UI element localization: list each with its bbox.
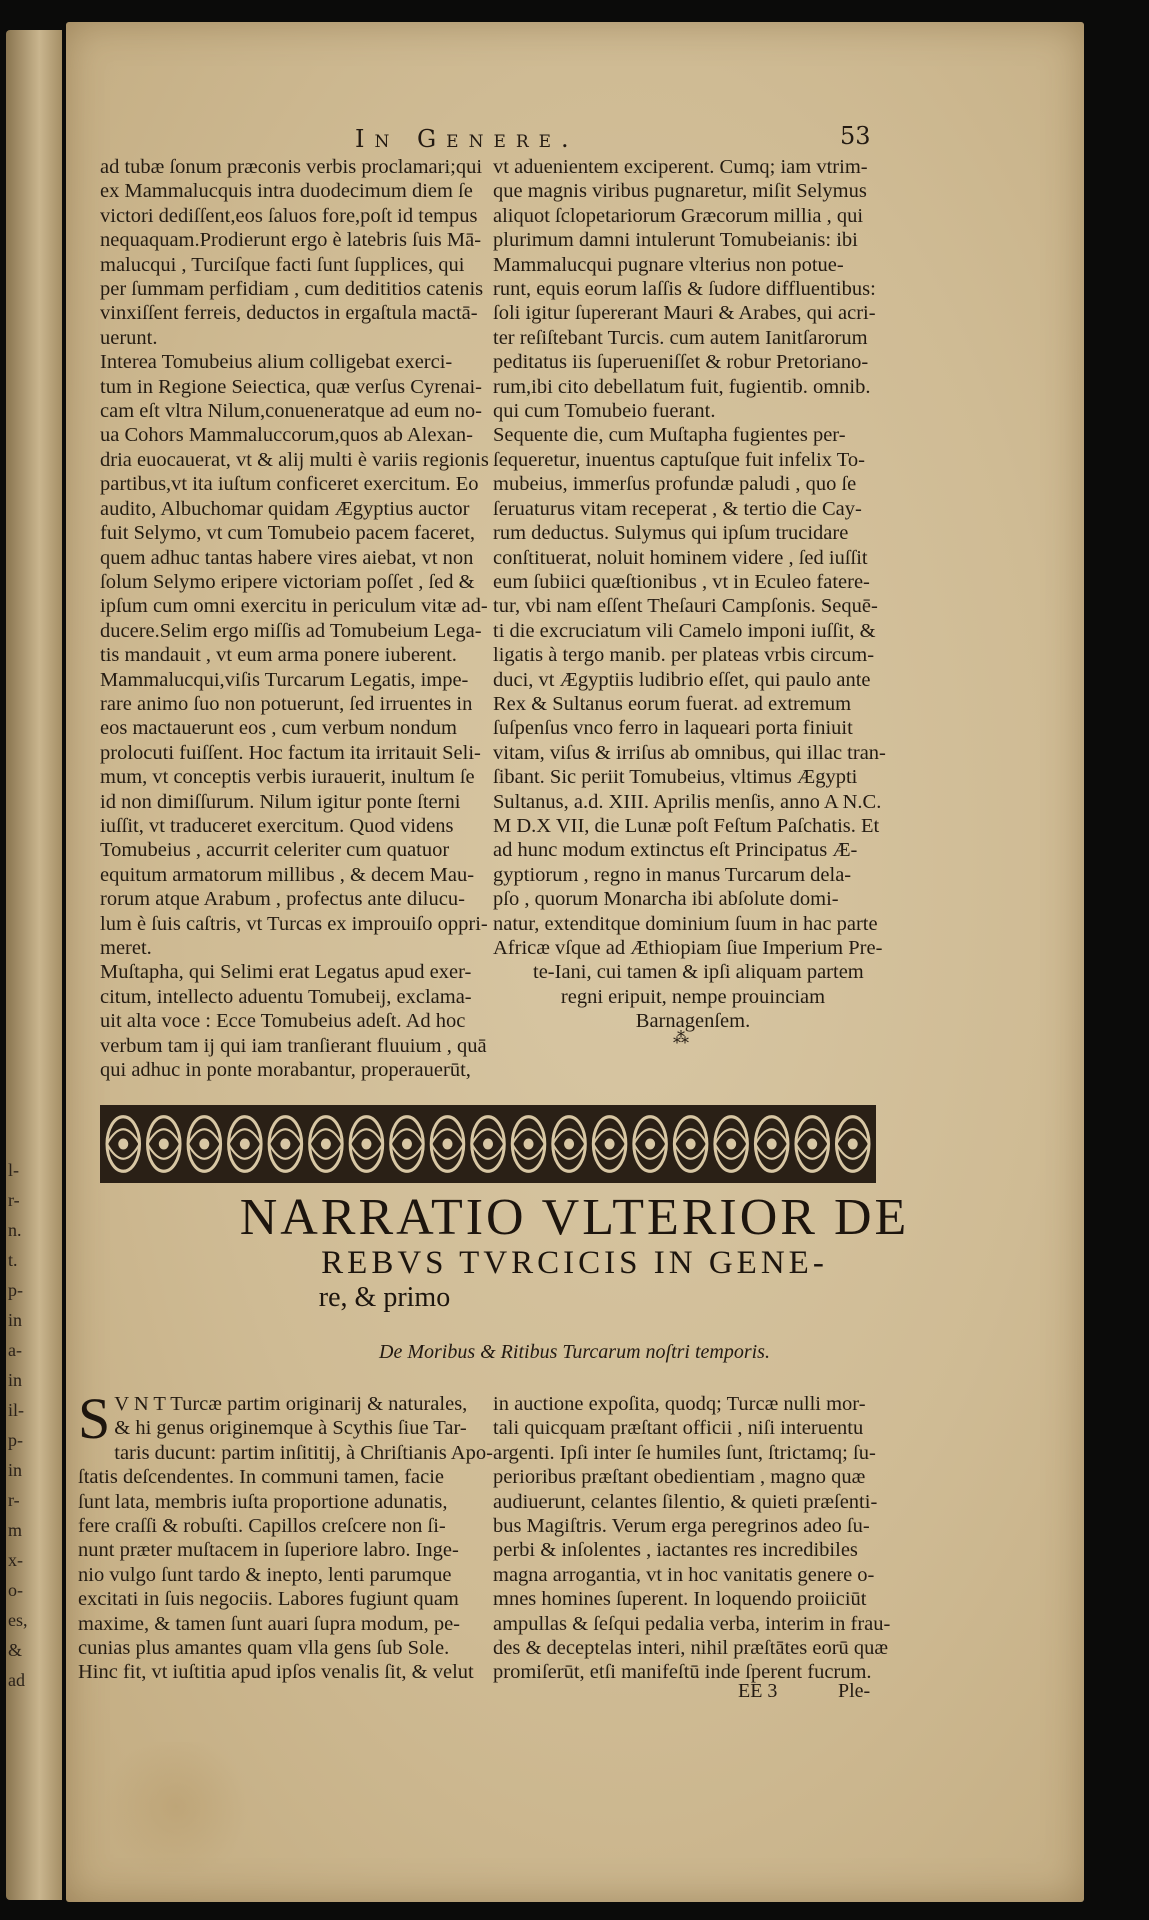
text-line: Tomubeius , accurrit celeriter cum quatuor xyxy=(100,839,450,862)
text-line: tum in Regione Seiectica, quæ verſus Cyrenai- xyxy=(100,375,483,398)
ornament-motif xyxy=(755,1117,788,1172)
text-line: qui adhuc in ponte morabantur, properauerūt, xyxy=(100,1059,471,1082)
text-line: fere craſſi & robuſti. Capillos creſcere non ſi- xyxy=(78,1515,446,1538)
text-line: id non dimiſſurum. Nilum igitur ponte ſterni xyxy=(100,790,461,813)
text-line: iuſſit, vt traduceret exercitum. Quod videns xyxy=(100,814,454,837)
text-line: pſo , quorum Monarcha ibi abſolute domi- xyxy=(493,888,839,911)
text-line: eos mactauerunt eos , cum verbum nondum xyxy=(100,717,457,740)
text-line: ti die excruciatum vili Camelo imponi iuſſit, & xyxy=(493,619,876,642)
text-line: ſibant. Sic periit Tomubeius, vltimus Ægypti xyxy=(493,766,858,789)
text-line: Interea Tomubeius alium colligebat exerci- xyxy=(100,351,453,374)
ornament-motif xyxy=(431,1117,464,1172)
text-line: ipſum cum omni exercitu in periculum vitæ ad- xyxy=(100,595,488,618)
ornament-motif xyxy=(229,1117,262,1172)
ornament-motif xyxy=(350,1117,383,1172)
text-line: ſolum Selymo eripere victoriam poſſet , ſed & xyxy=(100,570,475,593)
text-line: duci, vt Ægyptiis ludibrio eſſet, qui paulo ante xyxy=(493,668,871,691)
text-line: taris ducunt: partim inſititij, à Chriſtianis Apo- xyxy=(114,1441,493,1464)
facing-page-fragment: r- xyxy=(8,1190,20,1210)
ornament-motif xyxy=(310,1117,343,1172)
text-line: promiſerūt, etſi manifeſtū inde ſperent fucrum. xyxy=(493,1661,872,1684)
text-line: nunt præter muſtacem in ſuperiore labro. Inge- xyxy=(78,1539,459,1562)
text-line: qui cum Tomubeio fuerant. xyxy=(493,400,716,423)
text-line: ad hunc modum extinctus eſt Principatus Æ- xyxy=(493,839,858,862)
facing-page-fragment: il- xyxy=(8,1400,24,1420)
signature-mark: EE 3 xyxy=(738,1680,778,1702)
page-stain xyxy=(96,1742,256,1872)
text-line: prolocuti fuiſſent. Hoc factum ita irritauit Seli- xyxy=(100,741,481,764)
text-line: citum, intellecto aduentu Tomubeij, exclama- xyxy=(100,985,472,1008)
page-number: 53 xyxy=(840,122,871,150)
text-line: magna arrogantia, vt in hoc vanitatis genere o- xyxy=(493,1563,875,1586)
section-subtitle: De Moribus & Ritibus Turcarum noſtri temporis. xyxy=(379,1341,770,1363)
facing-page-fragment: in xyxy=(8,1460,23,1480)
text-line: runt, equis eorum laſſis & ſudore diffluentibus: xyxy=(493,278,876,301)
text-line: lum è ſuis caſtris, vt Turcas ex improuiſo oppri- xyxy=(100,912,488,935)
ornament-motif xyxy=(593,1117,626,1172)
text-line: eum ſubiici quæſtionibus , vt in Eculeo fatere- xyxy=(493,570,870,593)
text-line: rum deductus. Sulymus qui ipſum trucidare xyxy=(493,522,849,545)
text-line: peditatus iis ſuperueniſſet & robur Pretoriano- xyxy=(493,351,869,374)
text-line: nio vulgo ſunt tardo & inepto, lenti parumque xyxy=(78,1563,452,1586)
facing-page-edge xyxy=(6,30,62,1900)
text-line: ex Mammalucquis intra duodecimum diem ſe xyxy=(100,180,473,203)
text-line: M D.X VII, die Lunæ poſt Feſtum Paſchatis. Et xyxy=(493,814,880,837)
facing-page-fragment: x- xyxy=(8,1550,23,1570)
text-line: perioribus præſtant obedientiam , magno quæ xyxy=(493,1466,866,1489)
section-heading-line-1: NARRATIO VLTERIOR DE xyxy=(239,1189,910,1246)
facing-page-fragment: & xyxy=(8,1640,23,1660)
text-line: des & deceptelas interi, nihil præſtātes eorū quæ xyxy=(493,1637,889,1660)
text-line: te-Iani, cui tamen & ipſi aliquam partem xyxy=(533,961,864,984)
text-line: fuit Selymo, vt cum Tomubeio pacem faceret, xyxy=(100,522,476,545)
catchword: Ple- xyxy=(838,1680,871,1702)
text-line: rare animo ſuo non potuerunt, ſed irruentes in xyxy=(100,692,473,715)
section-heading-line-3: re, & primo xyxy=(318,1282,451,1313)
text-line: Barnagenſem. xyxy=(635,1010,751,1033)
text-line: regni eripuit, nempe prouinciam xyxy=(560,985,826,1008)
text-line: audito, Albuchomar quidam Ægyptius auctor xyxy=(100,497,470,520)
ornament-motif xyxy=(269,1117,302,1172)
text-line: natur, extenditque dominium ſuum in hac parte xyxy=(493,912,878,935)
text-line: vitam, viſus & irriſus ab omnibus, qui illac tran- xyxy=(493,741,886,764)
facing-page-fragment: p- xyxy=(8,1430,23,1450)
facing-page-fragment: t. xyxy=(8,1250,18,1270)
text-line: dria euocauerat, vt & alij multi è variis regionis xyxy=(100,448,489,471)
text-line: rum,ibi cito debellatum fuit, fugientib. omnib. xyxy=(493,375,871,398)
ornament-motif xyxy=(634,1117,667,1172)
text-line: equitum armatorum millibus , & decem Mau- xyxy=(100,863,475,886)
text-line: excitati in ſuis negociis. Labores fugiunt quam xyxy=(78,1588,459,1611)
asterism-ornament: ⁂ xyxy=(673,1028,689,1047)
text-line: vinxiſſent ferreis, deductos in ergaſtula mactā- xyxy=(100,302,478,325)
facing-page-fragment: ad xyxy=(8,1670,25,1690)
text-line: ter reſiſtebant Turcis. cum autem Ianitſarorum xyxy=(493,326,868,349)
text-line: Muſtapha, qui Selimi erat Legatus apud exer- xyxy=(100,961,472,984)
text-line: perbi & inſolentes , iactantes res incredibiles xyxy=(493,1539,858,1562)
text-line: tis mandauit , vt eum arma ponere iuberent. xyxy=(100,644,457,667)
text-line: uerunt. xyxy=(100,326,158,349)
text-line: cunias plus amantes quam vlla gens ſub Sole. xyxy=(78,1637,450,1660)
text-line: ſeruaturus vitam receperat , & tertio die Cay- xyxy=(493,497,862,520)
text-line: ſunt lata, membris iuſta proportione adunatis, xyxy=(78,1490,448,1513)
facing-page-fragment: m xyxy=(8,1520,23,1540)
text-line: per ſummam perfidiam , cum dedititios catenis xyxy=(100,278,484,301)
text-line: partibus,vt ita iuſtum conficeret exercitum. Eo xyxy=(100,473,479,496)
text-line: & hi genus originemque à Scythis ſiue Tar- xyxy=(114,1417,467,1440)
facing-page-fragment: p- xyxy=(8,1280,23,1300)
facing-page-fragment: es, xyxy=(8,1610,28,1630)
text-line: uit alta voce : Ecce Tomubeius adeſt. Ad hoc xyxy=(100,1010,466,1033)
text-line: bus Magiſtris. Verum erga peregrinos adeo ſu- xyxy=(493,1515,870,1538)
ornament-motif xyxy=(715,1117,748,1172)
text-line: Hinc fit, vt iuſtitia apud ipſos venalis ſit, & velut xyxy=(78,1661,474,1684)
text-line: Mammalucqui,viſis Turcarum Legatis, impe- xyxy=(100,668,469,691)
facing-page-fragment: n. xyxy=(8,1220,22,1240)
text-line: ad tubæ ſonum præconis verbis proclamari;qui xyxy=(100,156,483,178)
text-line: mubeius, immerſus profundæ paludi , quo ſe xyxy=(493,473,857,496)
text-line: vt aduenientem exciperent. Cumq; iam vtrim- xyxy=(493,156,868,178)
text-line: ſoli igitur ſupererant Mauri & Arabes, qui acri- xyxy=(493,302,876,325)
section-heading-line-2: REBVS TVRCICIS IN GENE- xyxy=(321,1245,828,1281)
facing-page-fragment: in xyxy=(8,1310,23,1330)
column-left-bottom-lines xyxy=(78,1386,493,1685)
text-line: Africæ vſque ad Æthiopiam ſiue Imperium Pre- xyxy=(493,937,883,959)
text-line: V N T Turcæ partim originarij & naturales, xyxy=(114,1393,468,1415)
text-line: ampullas & ſeſqui pedalia verba, interim in frau- xyxy=(493,1612,891,1635)
ornament-motif xyxy=(148,1117,181,1172)
text-line: Sultanus, a.d. XIII. Aprilis menſis, anno A N.C. xyxy=(493,790,882,813)
text-line: ua Cohors Mammaluccorum,quos ab Alexan- xyxy=(100,424,473,447)
text-line: argenti. Ipſi inter ſe humiles ſunt, ſtrictamq; ſu- xyxy=(493,1441,876,1464)
text-line: gyptiorum , regno in manus Turcarum dela- xyxy=(493,863,852,886)
column-left-top xyxy=(100,155,489,1082)
text-line: ligatis à tergo manib. per plateas vrbis circum- xyxy=(493,644,875,667)
text-line: meret. xyxy=(100,937,152,959)
ornament-motif xyxy=(472,1117,505,1172)
text-line: victori dediſſent,eos ſaluos fore,poſt id tempus xyxy=(100,204,478,227)
text-line: tur, vbi nam eſſent Theſauri Campſonis. Sequē- xyxy=(493,595,878,618)
text-line: Mammalucqui pugnare vlterius non potue- xyxy=(493,253,844,276)
text-line: malucqui , Turciſque facti ſunt ſupplices, qui xyxy=(100,253,465,276)
text-line: verbum tam ij qui iam tranſierant fluuium , quā xyxy=(100,1034,487,1057)
text-line: mnes homines ſuperent. In loquendo proiiciūt xyxy=(493,1588,867,1611)
facing-page-fragment: in xyxy=(8,1370,23,1390)
text-line: tali quicquam præſtant officii , niſi interuentu xyxy=(493,1417,864,1440)
column-left-bottom xyxy=(78,1386,493,1685)
drop-cap: S xyxy=(78,1386,111,1451)
text-line: ducere.Selim ergo miſſis ad Tomubeium Lega- xyxy=(100,619,482,642)
text-line: audiuerunt, celantes ſilentio, & quieti præſenti- xyxy=(493,1490,878,1513)
ornament-motif xyxy=(553,1117,586,1172)
ornament-motif xyxy=(188,1117,221,1172)
text-line: Sequente die, cum Muſtapha fugientes per- xyxy=(493,424,846,447)
ornament-motif xyxy=(674,1117,707,1172)
ornament-motif xyxy=(107,1117,140,1172)
text-line: quem adhuc tantas habere vires aiebat, vt non xyxy=(100,546,474,569)
text-line: Rex & Sultanus eorum fuerat. ad extremum xyxy=(493,692,852,715)
text-line: ſtatis deſcendentes. In communi tamen, facie xyxy=(78,1466,445,1489)
text-line: aliquot ſclopetariorum Græcorum millia , qui xyxy=(493,204,864,227)
text-line: rorum atque Arabum , profectus ante dilucu- xyxy=(100,888,465,911)
text-line: nequaquam.Prodierunt ergo è latebris ſuis Mā- xyxy=(100,229,482,252)
text-line: in auctione expoſita, quodq; Turcæ nulli mor- xyxy=(493,1393,866,1415)
ornament-motif xyxy=(836,1117,869,1172)
text-line: que magnis viribus pugnaretur, miſit Selymus xyxy=(493,180,867,203)
ornament-motif xyxy=(391,1117,424,1172)
facing-page-fragment: l- xyxy=(8,1160,19,1180)
text-line: ſuſpenſus vnco ferro in laqueari porta finiuit xyxy=(493,717,853,740)
column-right-bottom xyxy=(493,1392,893,1685)
column-right-top xyxy=(493,155,893,1034)
facing-page-fragment: a- xyxy=(8,1340,22,1360)
facing-page-fragment: r- xyxy=(8,1490,20,1510)
decorative-band-ornament xyxy=(100,1105,876,1183)
text-line: cam eſt vltra Nilum,conueneratque ad eum no- xyxy=(100,400,482,423)
text-line: ſequeretur, inuentus captuſque fuit infelix To- xyxy=(493,448,865,471)
text-line: plurimum damni intulerunt Tomubeianis: ibi xyxy=(493,229,858,252)
text-line: maxime, & tamen ſunt auari ſupra modum, pe- xyxy=(78,1612,460,1635)
ornament-motif xyxy=(512,1117,545,1172)
running-head: In Genere. xyxy=(355,125,579,153)
ornament-motif xyxy=(796,1117,829,1172)
text-line: mum, vt conceptis verbis iurauerit, inultum ſe xyxy=(100,766,475,789)
facing-page-fragment: o- xyxy=(8,1580,23,1600)
text-line: conſtituerat, noluit hominem videre , ſed iuſſit xyxy=(493,546,868,569)
